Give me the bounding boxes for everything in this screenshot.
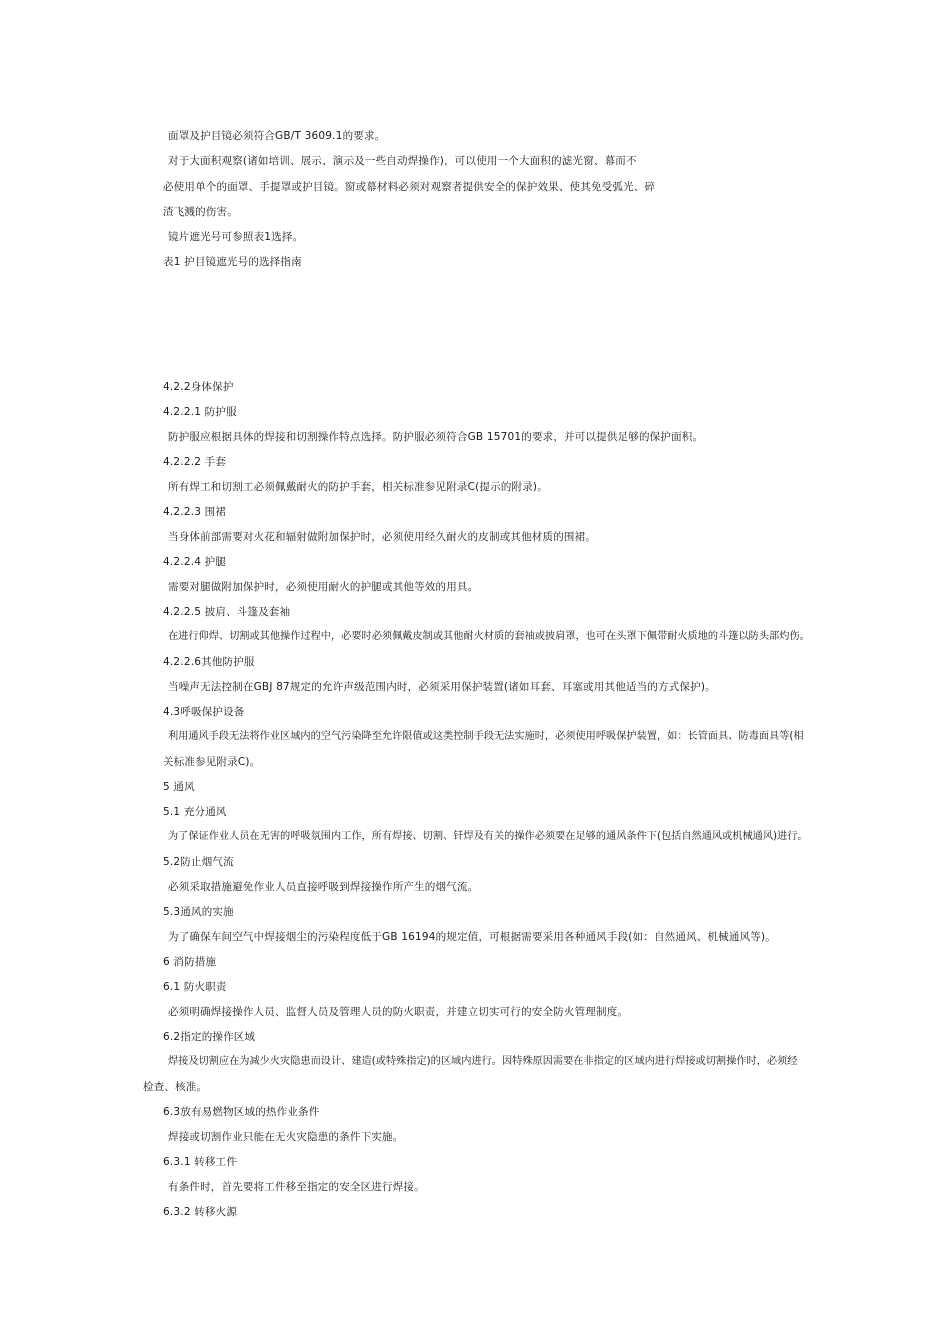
- section-heading: 4.2.2.6其他防护服: [163, 656, 255, 668]
- paragraph-line: 有条件时，首先要将工件移至指定的安全区进行焊接。: [168, 1181, 425, 1193]
- paragraph-line: 当身体前部需要对火花和辐射做附加保护时，必须使用经久耐火的皮制或其他材质的围裙。: [168, 531, 596, 543]
- section-heading: 4.2.2.4 护腿: [163, 556, 227, 568]
- paragraph-line: 所有焊工和切割工必须佩戴耐火的防护手套，相关标准参见附录C(提示的附录)。: [168, 481, 548, 493]
- paragraph-line: 必须采取措施避免作业人员直接呼吸到焊接操作所产生的烟气流。: [168, 881, 479, 893]
- section-heading: 5.3通风的实施: [163, 906, 234, 918]
- paragraph-line: 渣飞溅的伤害。: [163, 206, 238, 218]
- section-heading: 6.2指定的操作区域: [163, 1031, 256, 1043]
- section-heading: 4.2.2.2 手套: [163, 456, 227, 468]
- paragraph-line: 为了确保车间空气中焊接烟尘的污染程度低于GB 16194的规定值，可根据需要采用各种通风手段(如：自然通风、机械通风等)。: [168, 931, 776, 943]
- section-heading: 5.2防止烟气流: [163, 856, 234, 868]
- paragraph-line: 利用通风手段无法将作业区域内的空气污染降至允许限值或这类控制手段无法实施时，必须使用呼吸保护装置，如：长管面具、防毒面具等(相: [168, 731, 804, 742]
- paragraph-line: 焊接或切割作业只能在无火灾隐患的条件下实施。: [168, 1131, 404, 1143]
- section-heading: 4.2.2.1 防护服: [163, 406, 237, 418]
- paragraph-line: 镜片遮光号可参照表1选择。: [168, 231, 304, 243]
- section-heading: 6.1 防火职责: [163, 981, 227, 993]
- paragraph-line: 防护服应根据具体的焊接和切割操作特点选择。防护服必须符合GB 15701的要求，并可以提供足够的保护面积。: [168, 431, 704, 443]
- paragraph-line: 为了保证作业人员在无害的呼吸氛围内工作，所有焊接、切割、钎焊及有关的操作必须要在足够的通风条件下(包括自然通风或机械通风)进行。: [168, 831, 808, 842]
- table-caption: 表1 护目镜遮光号的选择指南: [163, 256, 302, 268]
- section-heading: 5 通风: [163, 781, 195, 793]
- paragraph-line: 必使用单个的面罩、手提罩或护目镜。窗或幕材料必须对观察者提供安全的保护效果、使其免受弧光、碎: [163, 181, 656, 193]
- section-heading: 4.2.2身体保护: [163, 381, 234, 393]
- paragraph-line: 对于大面积观察(诸如培训、展示、演示及一些自动焊操作)，可以使用一个大面积的滤光窗、幕而不: [168, 155, 637, 167]
- section-heading: 5.1 充分通风: [163, 806, 227, 818]
- section-heading: 4.2.2.3 围裙: [163, 506, 227, 518]
- paragraph-line: 需要对腿做附加保护时，必须使用耐火的护腿或其他等效的用具。: [168, 581, 479, 593]
- section-heading: 6.3放有易燃物区域的热作业条件: [163, 1106, 320, 1118]
- paragraph-line: 面罩及护目镜必须符合GB/T 3609.1的要求。: [168, 130, 386, 142]
- section-heading: 4.3呼吸保护设备: [163, 706, 245, 718]
- section-heading: 6 消防措施: [163, 956, 217, 968]
- paragraph-line: 检查、核准。: [143, 1081, 208, 1093]
- paragraph-line: 当噪声无法控制在GBJ 87规定的允许声级范围内时，必须采用保护装置(诸如耳套、耳塞或用其他适当的方式保护)。: [168, 681, 716, 693]
- paragraph-line: 必须明确焊接操作人员、监督人员及管理人员的防火职责，并建立切实可行的安全防火管理制度。: [168, 1006, 629, 1018]
- section-heading: 6.3.1 转移工件: [163, 1156, 238, 1168]
- paragraph-line: 关标准参见附录C)。: [163, 756, 261, 768]
- paragraph-line: 在进行仰焊、切割或其他操作过程中，必要时必须佩戴皮制或其他耐火材质的套袖或披肩罩，也可在头罩下佩带耐火质地的斗篷以防头部灼伤。: [168, 631, 810, 642]
- section-heading: 4.2.2.5 披肩、斗篷及套袖: [163, 606, 291, 618]
- paragraph-line: 焊接及切割应在为减少火灾隐患而设计、建造(或特殊指定)的区域内进行。因特殊原因需要在非指定的区域内进行焊接或切割操作时，必须经: [168, 1056, 798, 1067]
- section-heading: 6.3.2 转移火源: [163, 1206, 238, 1218]
